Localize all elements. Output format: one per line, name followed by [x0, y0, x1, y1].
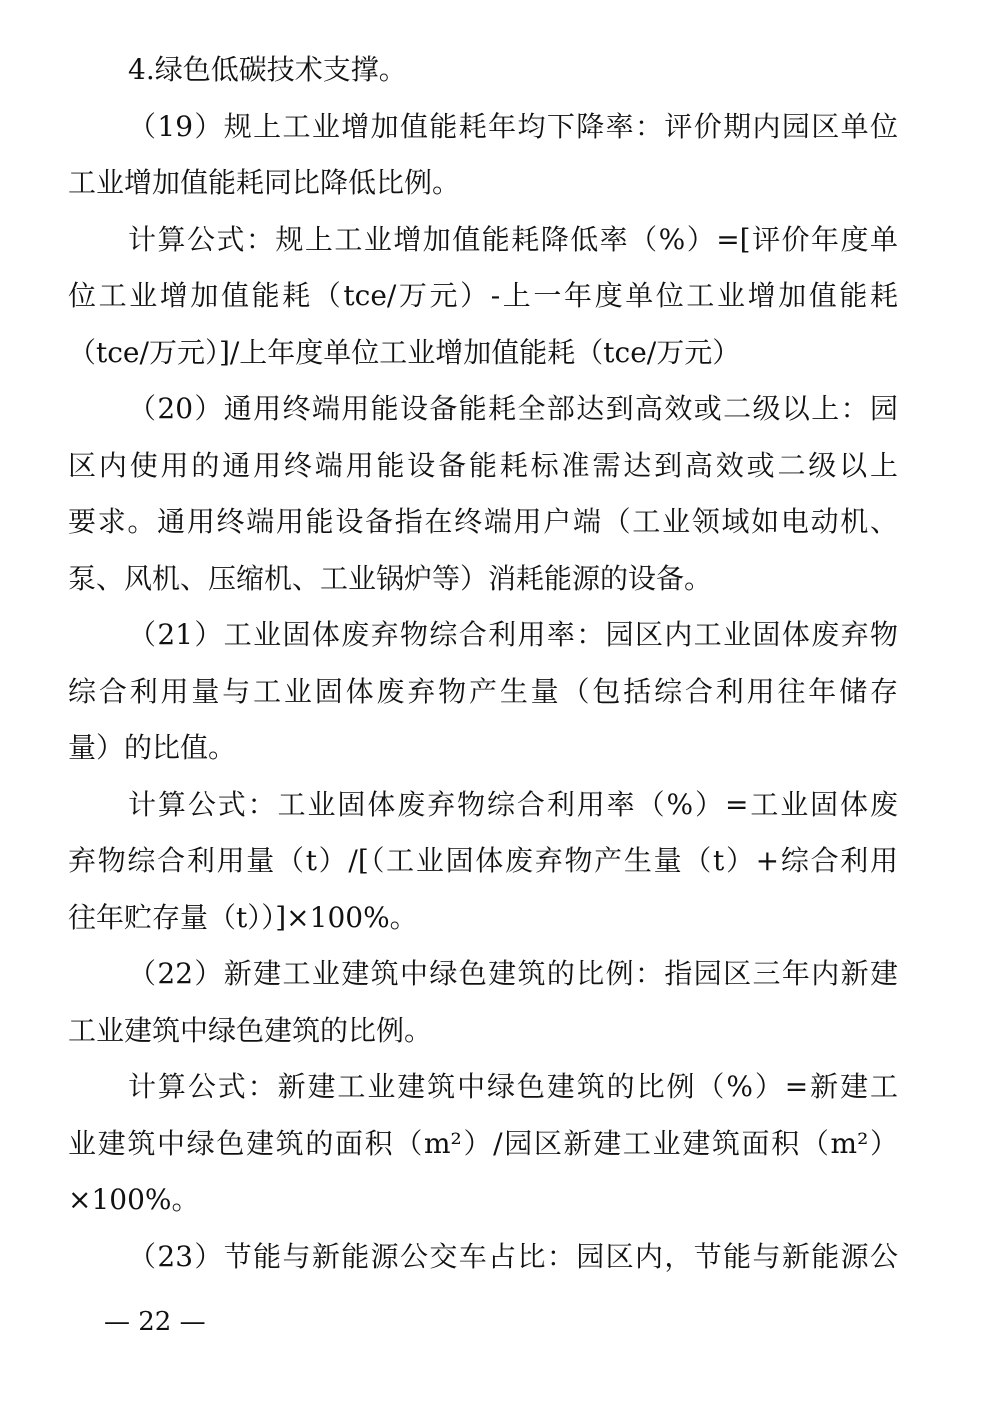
paragraph-line: 工业增加值能耗同比降低比例。 [68, 166, 461, 199]
paragraph-line: 综合利用量与工业固体废弃物产生量（包括综合利用往年储存 [68, 675, 898, 708]
paragraph-line: 区内使用的通用终端用能设备能耗标准需达到高效或二级以上 [68, 449, 898, 482]
paragraph-line: （19）规上工业增加值能耗年均下降率：评价期内园区单位 [128, 110, 898, 143]
section-heading: 4.绿色低碳技术支撑。 [128, 53, 407, 86]
formula-line: 位工业增加值能耗（tce/万元）-上一年度单位工业增加值能耗 [68, 279, 898, 312]
paragraph-line: 要求。通用终端用能设备指在终端用户端（工业领域如电动机、 [68, 505, 898, 538]
formula-line: 业建筑中绿色建筑的面积（m²）/园区新建工业建筑面积（m²） [68, 1127, 898, 1160]
formula-line: 弃物综合利用量（t）/[（工业固体废弃物产生量（t）+综合利用 [68, 844, 898, 877]
paragraph-line: （22）新建工业建筑中绿色建筑的比例：指园区三年内新建 [128, 957, 898, 990]
formula-line: 计算公式：新建工业建筑中绿色建筑的比例（%）=新建工 [128, 1070, 898, 1103]
paragraph-line: 泵、风机、压缩机、工业锅炉等）消耗能源的设备。 [68, 562, 713, 595]
paragraph-line: 工业建筑中绿色建筑的比例。 [68, 1014, 433, 1047]
paragraph-line: （21）工业固体废弃物综合利用率：园区内工业固体废弃物 [128, 618, 898, 651]
formula-line: 计算公式：工业固体废弃物综合利用率（%）=工业固体废 [128, 788, 898, 821]
paragraph-line: （23）节能与新能源公交车占比：园区内，节能与新能源公 [128, 1240, 898, 1273]
formula-line: ×100%。 [68, 1183, 200, 1216]
page-number: — 22 — [104, 1307, 206, 1337]
paragraph-line: （20）通用终端用能设备能耗全部达到高效或二级以上：园 [128, 392, 898, 425]
formula-line: 往年贮存量（t））]×100%。 [68, 901, 418, 934]
formula-line: （tce/万元）]/上年度单位工业增加值能耗（tce/万元） [68, 336, 741, 369]
paragraph-line: 量）的比值。 [68, 731, 237, 764]
formula-line: 计算公式：规上工业增加值能耗降低率（%）=[评价年度单 [128, 223, 898, 256]
